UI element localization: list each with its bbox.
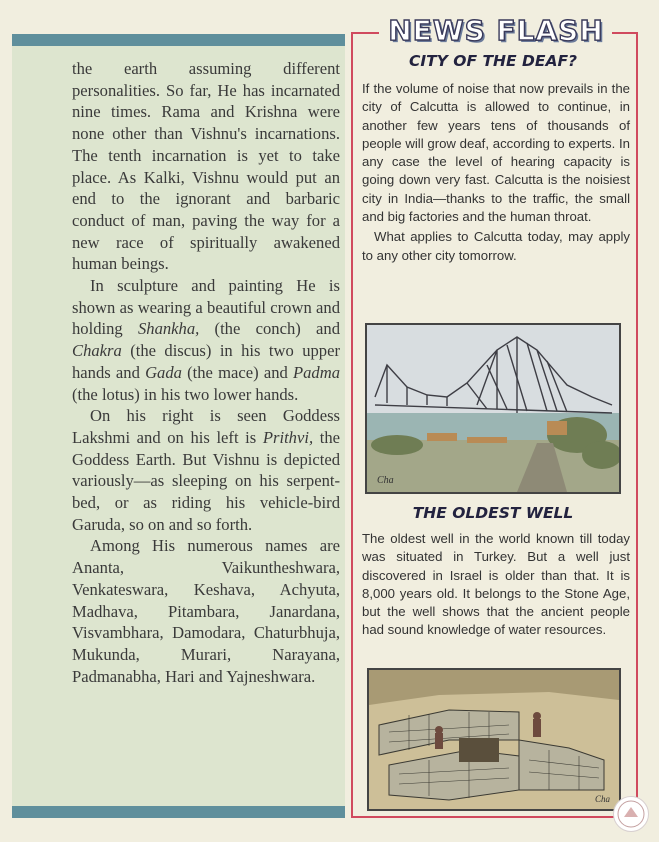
text-run: In sculpture and painting He is shown as wearing a beautiful crown and holding	[72, 276, 340, 339]
well-signature: Cha	[595, 794, 611, 804]
italic-term: Prithvi,	[262, 427, 314, 447]
text-run: (the discus) in his two upper hands and	[72, 341, 340, 382]
story-city-of-the-deaf	[362, 80, 630, 265]
top-decorative-bar	[12, 34, 345, 46]
article-paragraph	[72, 58, 340, 275]
bottom-decorative-bar	[12, 806, 345, 818]
text-run: On his right is seen Goddess Lakshmi and on his left is	[72, 406, 340, 447]
publisher-stamp	[613, 796, 649, 832]
frame-top-left	[351, 32, 379, 34]
text-run: Among His numerous names are Ananta, Vaikuntheshwara, Venkateswara, Keshava, Achyuta, Madhava, Pitambara, Janardana, Visvambhara, Damodara, Chaturbhuja, Mukunda, Murari, Narayana, Padmanabha, Hari and Yajneshwara.	[72, 536, 340, 686]
text-run: (the conch) and	[199, 319, 340, 339]
italic-term: Chakra	[72, 341, 122, 361]
italic-term: Padma	[292, 362, 340, 382]
story1-paragraph: What applies to Calcutta today, may apply to any other city tomorrow.	[362, 229, 630, 263]
italic-term: Shankha,	[137, 319, 200, 339]
story-the-oldest-well	[362, 530, 630, 640]
text-run: (the lotus) in his two lower hands.	[72, 384, 299, 404]
stamp-icon	[614, 797, 648, 831]
text-run: the Goddess Earth. But Vishnu is depicted variously—as sleeping on his serpent-bed, or as riding his vehicle-bird Garuda, so on and so forth.	[72, 427, 340, 534]
italic-term: Gada	[145, 362, 182, 382]
vishnu-article	[72, 58, 340, 687]
frame-top-right	[612, 32, 636, 34]
bridge-illustration	[365, 323, 621, 494]
headline-the-oldest-well: THE OLDEST WELL	[412, 504, 574, 522]
headline-city-of-the-deaf: CITY OF THE DEAF?	[408, 52, 578, 70]
text-run: the earth assuming different personalities. So far, He has incarnated nine times. Rama and Krishna were none other than Vishnu's incarnations. The tenth incarnation is yet to take place. As Kalki, Vishnu would put an end to the ignorant and barbaric conduct of man, paving the way for a new race of spiritually awakened human beings.	[72, 59, 340, 274]
article-paragraph	[72, 535, 340, 687]
stone-well-illustration	[367, 668, 621, 811]
article-paragraph	[72, 275, 340, 405]
article-paragraph	[72, 405, 340, 535]
story2-paragraph: The oldest well in the world known till today was situated in Turkey. But a well just discovered in Israel is older than that. It is 8,000 years old. It belongs to the Stone Age, but the well shows that the ancient people had sound knowledge of water resources.	[362, 531, 630, 638]
bridge-signature: Cha	[377, 475, 394, 486]
news-flash-masthead: NEWS FLASH	[388, 14, 604, 47]
text-run: (the mace) and	[181, 362, 293, 382]
story1-paragraph: If the volume of noise that now prevails in the city of Calcutta is allowed to continue, in another few years tens of thousands of people will grow deaf, according to experts. In any case the level of hearing capacity is going down very fast. Calcutta is the noisiest city in India—thanks to the traffic, the small and big factories and the human throat.	[362, 81, 630, 225]
